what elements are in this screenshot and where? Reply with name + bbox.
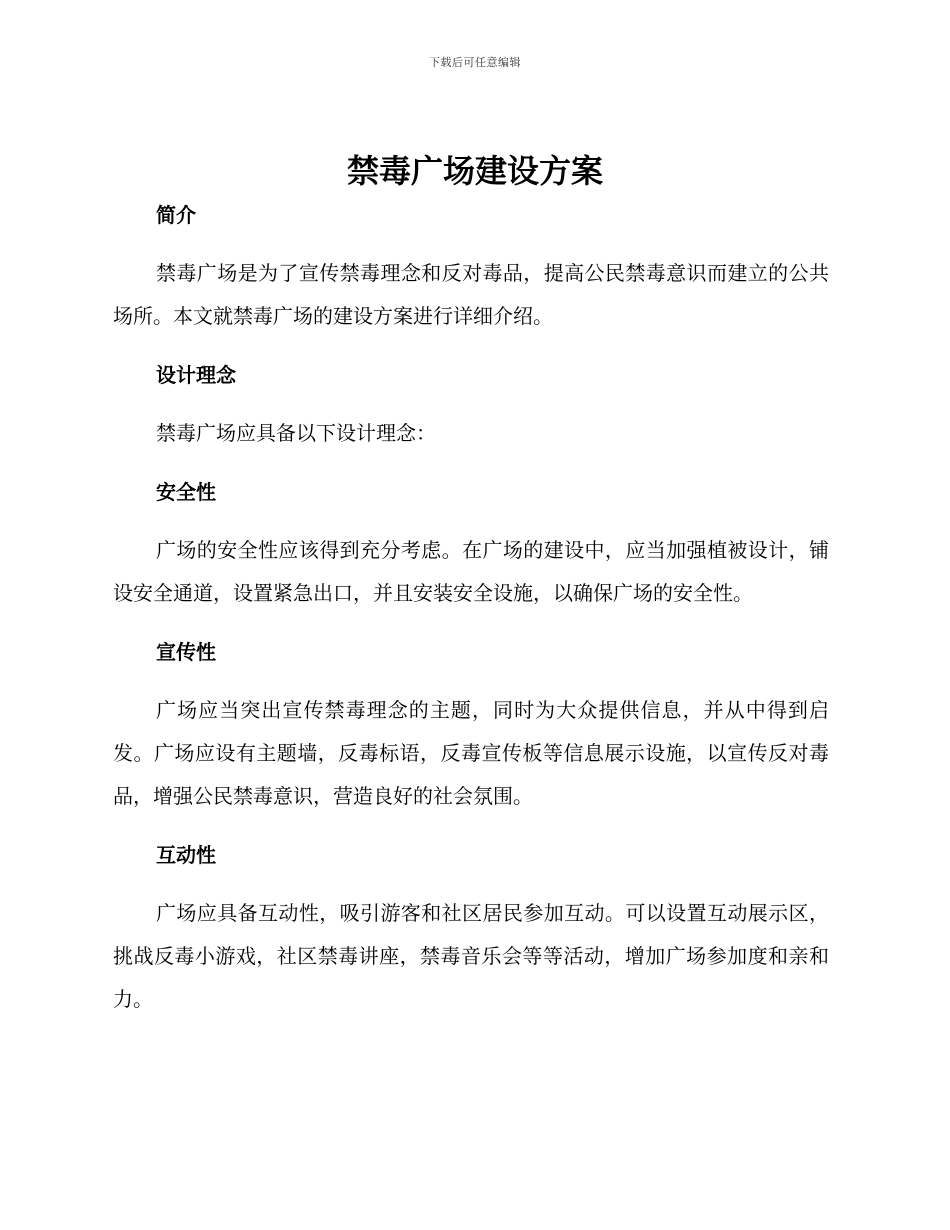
header-note: 下载后可任意编辑 bbox=[429, 56, 521, 69]
section-paragraph-publicity: 广场应当突出宣传禁毒理念的主题，同时为大众提供信息，并从中得到启发。广场应设有主题墙，反毒标语，反毒宣传板等信息展示设施，以宣传反对毒品，增强公民禁毒意识，营造良好的社会氛围。 bbox=[113, 698, 829, 808]
section-heading-design-concept: 设计理念 bbox=[156, 363, 236, 387]
section-paragraph-design-concept: 禁毒广场应具备以下设计理念： bbox=[156, 421, 436, 445]
section-heading-interactivity: 互动性 bbox=[156, 843, 216, 867]
document-title: 禁毒广场建设方案 bbox=[346, 152, 603, 190]
section-heading-intro: 简介 bbox=[156, 203, 196, 227]
section-paragraph-intro: 禁毒广场是为了宣传禁毒理念和反对毒品，提高公民禁毒意识而建立的公共场所。本文就禁毒广场的建设方案进行详细介绍。 bbox=[113, 261, 829, 328]
section-heading-publicity: 宣传性 bbox=[156, 640, 216, 664]
section-heading-safety: 安全性 bbox=[156, 480, 216, 504]
section-paragraph-safety: 广场的安全性应该得到充分考虑。在广场的建设中，应当加强植被设计，铺设安全通道，设置紧急出口，并且安装安全设施，以确保广场的安全性。 bbox=[113, 538, 829, 605]
section-paragraph-interactivity: 广场应具备互动性，吸引游客和社区居民参加互动。可以设置互动展示区，挑战反毒小游戏，社区禁毒讲座，禁毒音乐会等等活动，增加广场参加度和亲和力。 bbox=[113, 901, 829, 1011]
document-body bbox=[113, 200, 829, 1021]
